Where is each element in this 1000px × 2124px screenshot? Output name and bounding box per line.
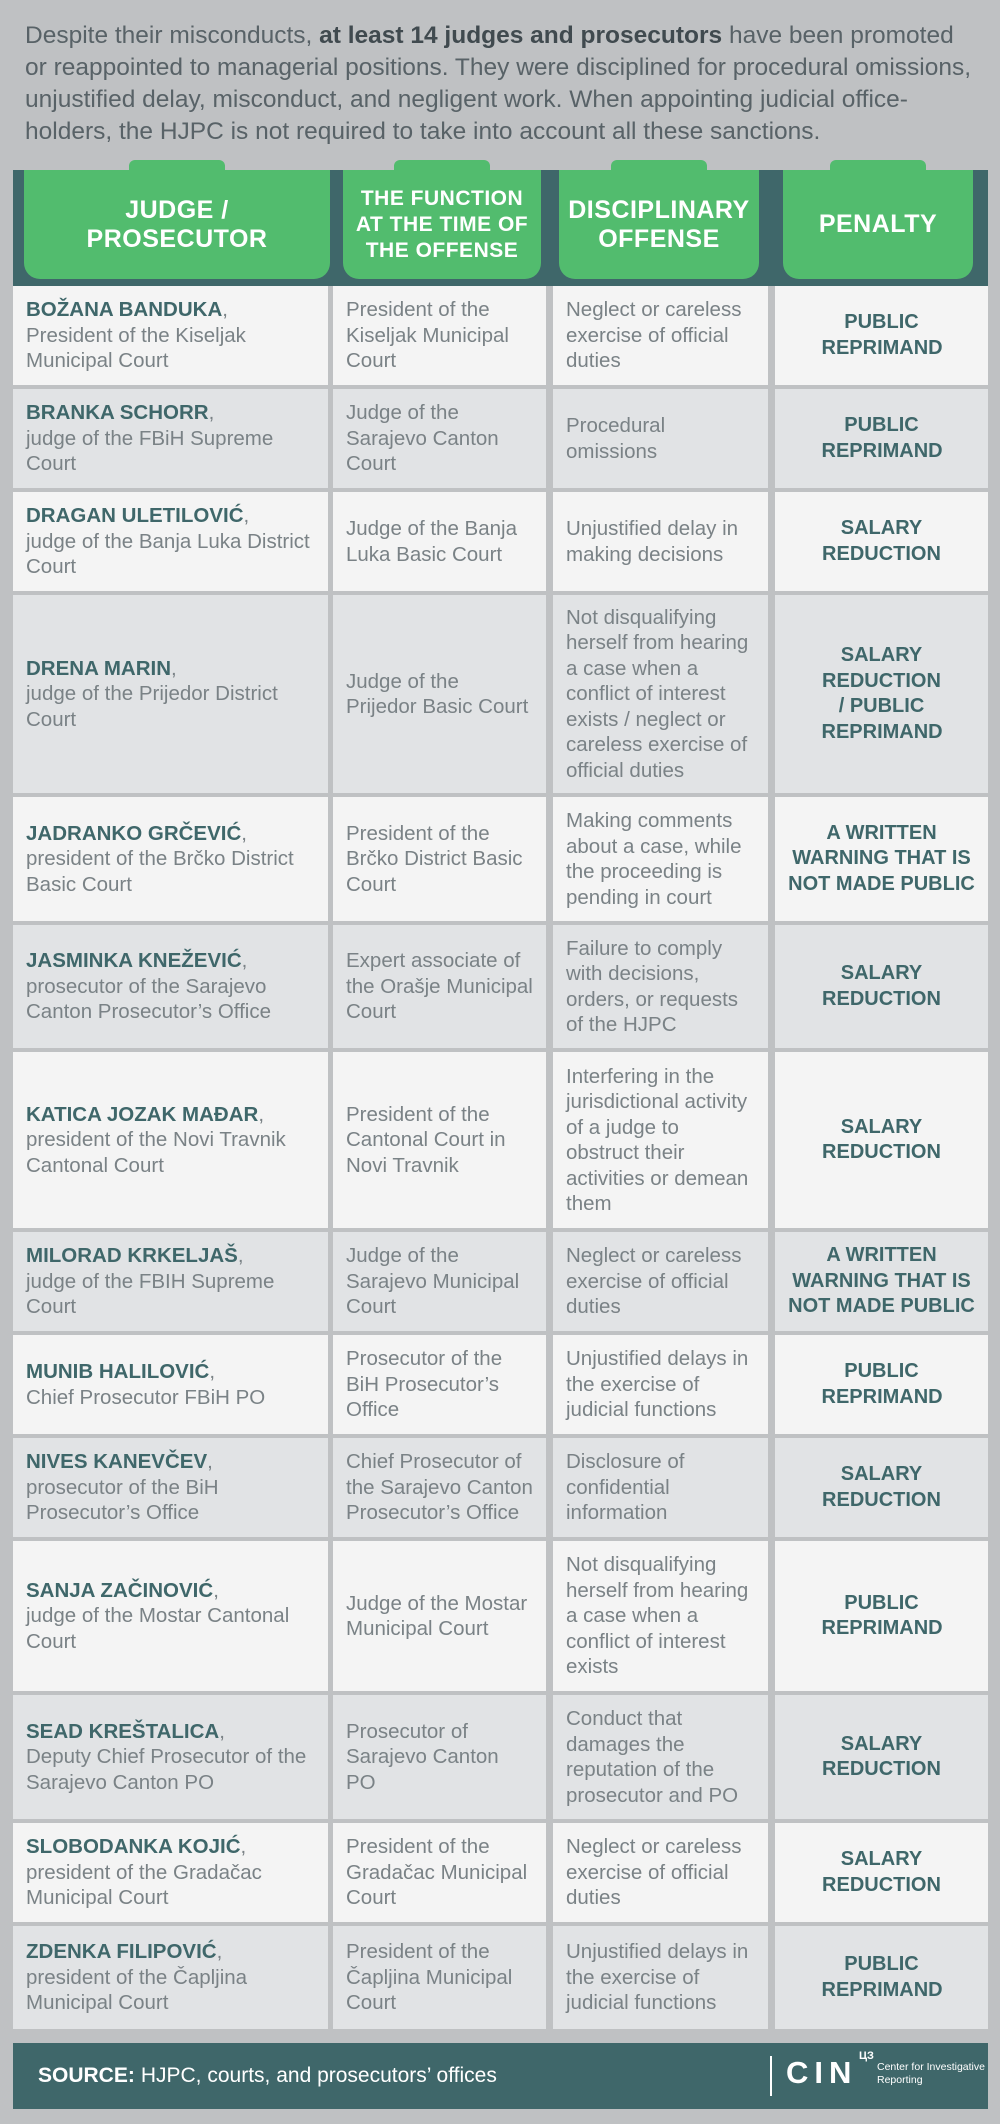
header-offense-line-2: OFFENSE: [598, 224, 720, 253]
header-judge-line-1: JUDGE /: [125, 195, 229, 224]
cell-judge: BRANKA SCHORR, judge of the FBiH Supreme Court: [13, 389, 328, 488]
cell-penalty: [775, 595, 988, 793]
cin-logo-subtitle: Center for Investigative Reporting: [877, 2061, 985, 2086]
cell-penalty: [775, 1823, 988, 1922]
cell-offense: [553, 595, 768, 793]
cin-logo: CIN: [786, 2055, 858, 2090]
cell-judge: DRENA MARIN, judge of the Prijedor District Court: [13, 595, 328, 793]
penalty-text: SALARY REDUCTION: [822, 1115, 941, 1163]
cell-function: [333, 1823, 546, 1922]
table-row: [13, 1541, 988, 1691]
header-offense-line-1: DISCIPLINARY: [568, 195, 750, 224]
cell-penalty: [775, 1052, 988, 1228]
cell-offense: [553, 389, 768, 488]
judge-name: MILORAD KRKELJAŠ: [26, 1244, 238, 1268]
cell-offense: [553, 1052, 768, 1228]
function-text: Judge of the Prijedor Basic Court: [346, 669, 529, 718]
source-label: SOURCE:: [38, 2064, 135, 2087]
judge-role: prosecutor of the BiH Prosecutor’s Office: [26, 1475, 219, 1525]
judge-role: President of the Kiseljak Municipal Court: [26, 323, 246, 373]
cell-penalty: [775, 286, 988, 385]
cell-function: [333, 1695, 546, 1819]
cell-judge: NIVES KANEVČEV, prosecutor of the BiH Prosecutor’s Office: [13, 1438, 328, 1537]
judge-name: SANJA ZAČINOVIĆ: [26, 1578, 214, 1602]
cell-function: [333, 1335, 546, 1434]
cell-judge: ZDENKA FILIPOVIĆ, president of the Čapljina Municipal Court: [13, 1926, 328, 2029]
cell-penalty: [775, 1335, 988, 1434]
cell-penalty: [775, 389, 988, 488]
offense-text: Neglect or careless exercise of official duties: [566, 1244, 742, 1319]
intro-before: Despite their misconducts,: [25, 22, 320, 49]
judge-role: Deputy Chief Prosecutor of the Sarajevo Canton PO: [26, 1745, 307, 1794]
header-function-line-2: AT THE TIME OF: [355, 212, 529, 236]
header-penalty: [783, 170, 973, 279]
penalty-text: SALARY REDUCTION: [822, 1848, 941, 1896]
cell-offense: [553, 1438, 768, 1537]
judge-name: BOŽANA BANDUKA: [26, 298, 223, 322]
offense-text: Neglect or careless exercise of official duties: [566, 1835, 742, 1910]
footer: [13, 2043, 988, 2109]
cell-judge: MUNIB HALILOVIĆ, Chief Prosecutor FBiH PO: [13, 1335, 328, 1434]
table-row: [13, 389, 988, 488]
judge-name: SLOBODANKA KOJIĆ: [26, 1835, 241, 1859]
judge-name: ZDENKA FILIPOVIĆ: [26, 1940, 217, 1964]
table-row: [13, 1438, 988, 1537]
function-text: President of the Gradačac Municipal Court: [346, 1835, 528, 1910]
offense-text: Not disqualifying herself from hearing a case when a conflict of interest exists / neglect or careless exercise of official duties: [566, 605, 749, 782]
cell-judge: JASMINKA KNEŽEVIĆ, prosecutor of the Sarajevo Canton Prosecutor’s Office: [13, 925, 328, 1048]
judge-role: judge of the FBIH Supreme Court: [26, 1269, 275, 1319]
function-text: Judge of the Mostar Municipal Court: [346, 1591, 528, 1640]
judge-name: DRENA MARIN: [26, 656, 172, 680]
offense-text: Not disqualifying herself from hearing a case when a conflict of interest exists: [566, 1553, 749, 1679]
judge-role: Chief Prosecutor FBiH PO: [26, 1385, 266, 1409]
judge-name: JADRANKO GRČEVIĆ: [26, 821, 242, 845]
function-text: President of the Cantonal Court in Novi Travnik: [346, 1102, 506, 1177]
intro-text: [25, 20, 980, 148]
penalty-text: SALARY REDUCTION: [822, 517, 941, 565]
table-row: [13, 925, 988, 1048]
cell-judge: MILORAD KRKELJAŠ, judge of the FBIH Supreme Court: [13, 1232, 328, 1331]
penalty-text: PUBLIC REPRIMAND: [821, 311, 943, 359]
cell-function: [333, 1232, 546, 1331]
judge-role: judge of the Prijedor District Court: [26, 682, 278, 731]
table-row: [13, 595, 988, 793]
function-text: Prosecutor of Sarajevo Canton PO: [346, 1719, 499, 1794]
judge-role: president of the Novi Travnik Cantonal Court: [26, 1128, 286, 1177]
table-row: [13, 1823, 988, 1922]
cell-judge: SEAD KREŠTALICA, Deputy Chief Prosecutor of the Sarajevo Canton PO: [13, 1695, 328, 1819]
cell-function: [333, 1438, 546, 1537]
intro-bold: at least 14 judges and prosecutors: [319, 22, 723, 49]
cin-logo-cyrillic: ЦЗ: [859, 2050, 874, 2062]
cell-function: [333, 925, 546, 1048]
judge-role: president of the Brčko District Basic Court: [26, 847, 294, 896]
penalty-text: A WRITTEN WARNING THAT IS NOT MADE PUBLIC: [788, 1244, 975, 1318]
cell-offense: [553, 797, 768, 921]
penalty-text: A WRITTEN WARNING THAT IS NOT MADE PUBLIC: [788, 821, 975, 895]
table-row: [13, 797, 988, 921]
judge-role: president of the Gradačac Municipal Court: [26, 1860, 262, 1910]
cell-function: [333, 595, 546, 793]
cell-offense: [553, 492, 768, 591]
cell-penalty: [775, 1232, 988, 1331]
cell-judge: SANJA ZAČINOVIĆ, judge of the Mostar Cantonal Court: [13, 1541, 328, 1691]
offense-text: Unjustified delays in the exercise of judicial functions: [566, 1940, 749, 2015]
header-function-line-3: THE OFFENSE: [365, 238, 519, 262]
cell-offense: [553, 1695, 768, 1819]
cell-offense: [553, 1335, 768, 1434]
source-line: [38, 2043, 497, 2109]
cell-penalty: [775, 1926, 988, 2029]
judge-name: NIVES KANEVČEV: [26, 1450, 208, 1474]
cell-offense: [553, 1823, 768, 1922]
judge-name: KATICA JOZAK MAĐAR: [26, 1102, 259, 1126]
header-penalty-line-1: PENALTY: [818, 210, 938, 238]
cell-function: [333, 1926, 546, 2029]
cell-penalty: [775, 492, 988, 591]
cell-offense: [553, 1926, 768, 2029]
header-offense: [559, 170, 759, 279]
cell-function: [333, 1052, 546, 1228]
penalty-text: SALARY REDUCTION: [822, 1732, 941, 1780]
cell-penalty: [775, 1438, 988, 1537]
header-judge-line-2: PROSECUTOR: [86, 224, 268, 253]
penalty-text: PUBLIC REPRIMAND: [821, 1953, 943, 2001]
cell-penalty: [775, 797, 988, 921]
judge-name: MUNIB HALILOVIĆ: [26, 1360, 210, 1383]
table-row: [13, 1232, 988, 1331]
header-function-line-1: THE FUNCTION: [360, 186, 524, 210]
judge-name: BRANKA SCHORR: [26, 401, 209, 425]
offense-text: Neglect or careless exercise of official duties: [566, 298, 742, 373]
function-text: Judge of the Sarajevo Canton Court: [346, 401, 499, 476]
function-text: President of the Brčko District Basic Court: [346, 821, 523, 896]
table-row: [13, 492, 988, 591]
judge-name: SEAD KREŠTALICA: [26, 1719, 220, 1743]
cell-judge: DRAGAN ULETILOVIĆ, judge of the Banja Luka District Court: [13, 492, 328, 591]
offense-text: Disclosure of confidential information: [566, 1450, 685, 1525]
cell-function: [333, 492, 546, 591]
logo-divider: [770, 2056, 772, 2096]
function-text: Expert associate of the Orašje Municipal Court: [346, 949, 533, 1024]
cell-judge: SLOBODANKA KOJIĆ, president of the Gradačac Municipal Court: [13, 1823, 328, 1922]
cell-judge: BOŽANA BANDUKA, President of the Kiseljak Municipal Court: [13, 286, 328, 385]
intro-after: have been promoted or reappointed to managerial positions. They were disciplined for procedural omissions, unjustified delay, misconduct, and negligent work. When appointing judicial office-holders, the HJPC is not required to take into account all these sanctions.: [25, 22, 972, 145]
offense-text: Making comments about a case, while the proceeding is pending in court: [566, 809, 742, 909]
cell-offense: [553, 1232, 768, 1331]
cell-judge: KATICA JOZAK MAĐAR, president of the Novi Travnik Cantonal Court: [13, 1052, 328, 1228]
table-row: [13, 1335, 988, 1434]
function-text: President of the Čapljina Municipal Court: [346, 1940, 513, 2015]
penalty-text: SALARY REDUCTION: [822, 962, 941, 1010]
function-text: Judge of the Sarajevo Municipal Court: [346, 1244, 520, 1319]
table-row: [13, 286, 988, 385]
table-row: [13, 1695, 988, 1819]
cell-judge: JADRANKO GRČEVIĆ, president of the Brčko District Basic Court: [13, 797, 328, 921]
cell-penalty: [775, 1541, 988, 1691]
offense-text: Interfering in the jurisdictional activity of a judge to obstruct their activities or demean them: [566, 1064, 749, 1215]
cell-offense: [553, 286, 768, 385]
penalty-text: SALARY REDUCTION: [822, 1463, 941, 1511]
judge-role: judge of the Banja Luka District Court: [26, 529, 310, 579]
cell-penalty: [775, 925, 988, 1048]
cell-function: [333, 797, 546, 921]
penalty-text: PUBLIC REPRIMAND: [821, 1591, 943, 1639]
function-text: Chief Prosecutor of the Sarajevo Canton Prosecutor’s Office: [346, 1450, 533, 1525]
cell-function: [333, 1541, 546, 1691]
offense-text: Conduct that damages the reputation of the prosecutor and PO: [566, 1707, 739, 1807]
header-judge: [24, 170, 330, 279]
cell-offense: [553, 925, 768, 1048]
penalty-text: PUBLIC REPRIMAND: [821, 1360, 943, 1408]
cell-penalty: [775, 1695, 988, 1819]
offense-text: Unjustified delay in making decisions: [566, 517, 739, 566]
table-row: [13, 1926, 988, 2029]
offense-text: Failure to comply with decisions, orders, or requests of the HJPC: [566, 936, 739, 1036]
penalty-text: PUBLIC REPRIMAND: [821, 414, 943, 462]
cell-function: [333, 389, 546, 488]
offense-text: Procedural omissions: [566, 414, 666, 463]
judge-role: president of the Čapljina Municipal Court: [26, 1965, 248, 2015]
cell-offense: [553, 1541, 768, 1691]
function-text: Judge of the Banja Luka Basic Court: [346, 517, 517, 566]
table-header: [13, 170, 988, 286]
function-text: President of the Kiseljak Municipal Court: [346, 298, 509, 373]
penalty-text: SALARY REDUCTION / PUBLIC REPRIMAND: [821, 644, 943, 743]
judge-name: DRAGAN ULETILOVIĆ: [26, 504, 244, 528]
judge-role: prosecutor of the Sarajevo Canton Prosecutor’s Office: [26, 974, 271, 1024]
source-text: HJPC, courts, and prosecutors’ offices: [140, 2064, 497, 2087]
table-row: [13, 1052, 988, 1228]
judge-role: judge of the Mostar Cantonal Court: [26, 1604, 290, 1653]
cell-function: [333, 286, 546, 385]
judge-role: judge of the FBiH Supreme Court: [26, 426, 274, 476]
function-text: Prosecutor of the BiH Prosecutor’s Office: [346, 1347, 503, 1422]
header-function: [343, 170, 541, 279]
offense-text: Unjustified delays in the exercise of judicial functions: [566, 1347, 749, 1422]
judge-name: JASMINKA KNEŽEVIĆ: [26, 949, 242, 973]
